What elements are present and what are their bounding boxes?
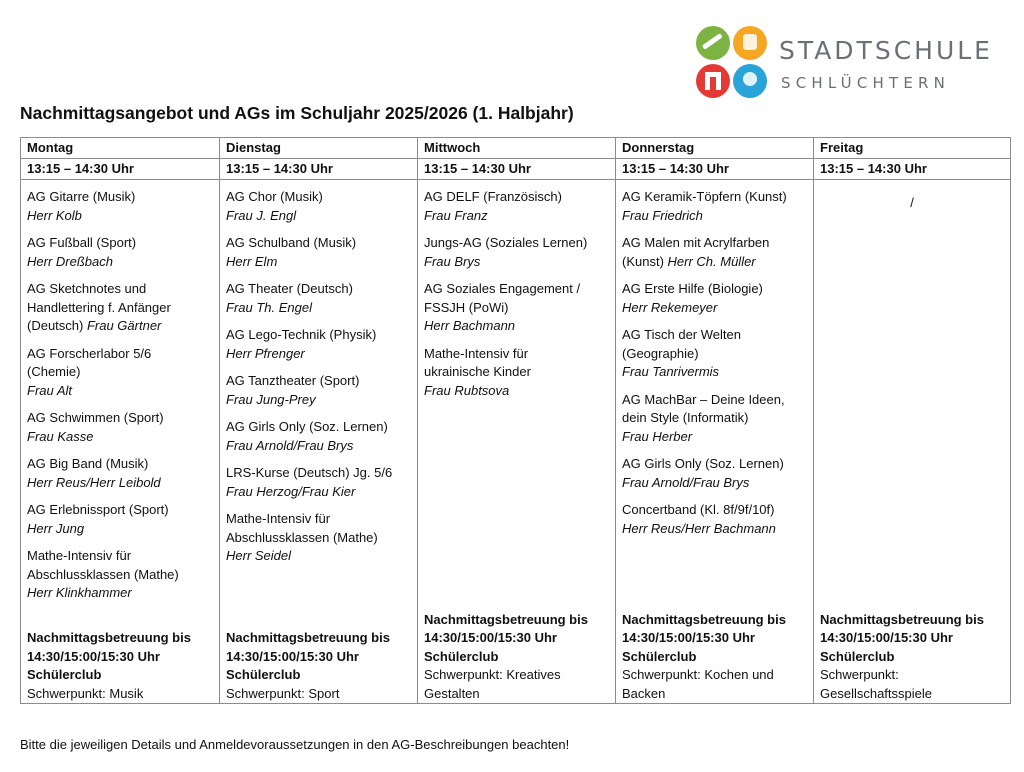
care-focus-line2: Backen: [622, 685, 666, 701]
activity-name: (Geographie): [622, 345, 699, 361]
care-title-line1: Nachmittagsbetreuung bis: [27, 630, 191, 645]
activity-name: AG Erste Hilfe (Biologie): [622, 281, 763, 297]
activity-teacher: Frau Jung-Prey: [226, 391, 316, 407]
footer-note: Bitte die jeweiligen Details und Anmeldevoraussetzungen in den AG-Beschreibungen beachten!: [20, 737, 570, 752]
activity-name: Mathe-Intensiv für: [27, 548, 132, 564]
activity-teacher: Frau Rubtsova: [424, 382, 510, 398]
activities-montag: [21, 180, 220, 704]
activity-teacher: Herr Jung: [27, 520, 85, 536]
activity-item: [27, 547, 213, 603]
care-focus-line1: Schwerpunkt: Musik: [27, 685, 144, 701]
activity-name: Jungs-AG (Soziales Lernen): [424, 235, 588, 251]
activity-name: Abschlussklassen (Mathe): [27, 566, 179, 582]
activity-item: [27, 501, 213, 538]
activity-name: ukrainische Kinder: [424, 364, 531, 380]
activity-item: [424, 345, 609, 401]
activity-name: AG Forscherlabor 5/6: [27, 345, 152, 361]
care-focus-line2: Gestalten: [424, 685, 480, 701]
schedule-table: [20, 137, 1011, 704]
time-row: [21, 158, 1011, 180]
activity-teacher: Frau Arnold/Frau Brys: [622, 474, 750, 490]
time-slot-donnerstag: 13:15 – 14:30 Uhr: [616, 158, 814, 180]
activity-name: Mathe-Intensiv für: [226, 511, 331, 527]
afternoon-care-block: [820, 611, 1004, 704]
school-logo: [693, 24, 1013, 102]
activity-list: [622, 188, 807, 547]
care-focus-line2: Gesellschaftsspiele: [820, 685, 932, 701]
activity-name: AG Gitarre (Musik): [27, 189, 136, 205]
activity-name: AG Fußball (Sport): [27, 235, 137, 251]
activity-teacher: Frau Brys: [424, 253, 481, 269]
day-header-row: [21, 138, 1011, 159]
care-focus-line1: Schwerpunkt: Kreatives: [424, 667, 561, 682]
care-title-line2: 14:30/15:00/15:30 Uhr: [622, 630, 755, 645]
activity-name: LRS-Kurse (Deutsch) Jg. 5/6: [226, 465, 393, 481]
activity-item: [226, 510, 411, 566]
activity-item: [226, 234, 411, 271]
afternoon-care-block: [226, 629, 411, 703]
afternoon-care-block: [424, 611, 609, 704]
activities-donnerstag: [616, 180, 814, 704]
activity-item: [622, 280, 807, 317]
activity-teacher: Frau Alt: [27, 382, 73, 398]
logo-wordmark-line1: STADTSCHULE: [779, 36, 993, 65]
activity-name: (Chemie): [27, 364, 81, 380]
activity-item: [27, 280, 213, 336]
activity-teacher: Herr Rekemeyer: [622, 299, 718, 315]
activity-item: [27, 345, 213, 401]
care-focus-line1: Schwerpunkt:: [820, 667, 899, 682]
care-title-line1: Nachmittagsbetreuung bis: [820, 611, 984, 627]
activity-item: [622, 455, 807, 492]
activity-name: AG Girls Only (Soz. Lernen): [226, 419, 388, 435]
activities-freitag: [814, 180, 1011, 704]
day-header-montag: Montag: [21, 138, 220, 159]
activity-teacher: Herr Ch. Müller: [667, 253, 756, 269]
activity-item: [226, 280, 411, 317]
activity-item: [622, 391, 807, 447]
activity-name: Mathe-Intensiv für: [424, 345, 529, 361]
time-slot-dienstag: 13:15 – 14:30 Uhr: [220, 158, 418, 180]
activity-item: [424, 188, 609, 225]
care-focus-line1: Schwerpunkt: Sport: [226, 685, 340, 701]
activity-name: AG Schulband (Musik): [226, 235, 357, 251]
activity-name: AG Erlebnissport (Sport): [27, 502, 169, 518]
activity-name: AG Schwimmen (Sport): [27, 410, 164, 426]
care-club-name: Schülerclub: [424, 648, 499, 664]
activity-teacher: Herr Pfrenger: [226, 345, 305, 361]
activity-teacher: Frau Kasse: [27, 428, 94, 444]
activity-name: (Kunst): [622, 253, 668, 269]
no-activity-marker: /: [910, 195, 914, 211]
activity-teacher: Frau Franz: [424, 207, 488, 223]
activity-list: [226, 188, 411, 575]
activity-name: (Deutsch): [27, 318, 87, 334]
activity-item: [226, 372, 411, 409]
activity-name: dein Style (Informatik): [622, 410, 749, 426]
day-header-donnerstag: Donnerstag: [616, 138, 814, 159]
activity-teacher: Herr Dreßbach: [27, 253, 113, 269]
activities-dienstag: [220, 180, 418, 704]
activity-teacher: Frau Tanrivermis: [622, 364, 720, 380]
time-slot-freitag: 13:15 – 14:30 Uhr: [814, 158, 1011, 180]
activity-name: AG Tisch der Welten: [622, 327, 741, 343]
activity-row: [21, 180, 1011, 704]
activity-teacher: Frau Arnold/Frau Brys: [226, 437, 354, 453]
activity-item: [622, 501, 807, 538]
activity-name: AG Girls Only (Soz. Lernen): [622, 456, 784, 472]
care-title-line2: 14:30/15:00/15:30 Uhr: [27, 648, 160, 664]
afternoon-care-block: [622, 611, 807, 704]
care-focus-line1: Schwerpunkt: Kochen und: [622, 667, 774, 682]
activity-teacher: Frau Herber: [622, 428, 693, 444]
care-title-line2: 14:30/15:00/15:30 Uhr: [226, 648, 359, 664]
care-title-line2: 14:30/15:00/15:30 Uhr: [820, 630, 953, 645]
activity-teacher: Herr Reus/Herr Bachmann: [622, 520, 776, 536]
care-club-name: Schülerclub: [622, 648, 697, 664]
activity-name: AG MachBar – Deine Ideen,: [622, 391, 785, 407]
care-club-name: Schülerclub: [27, 667, 102, 682]
activity-item: [27, 455, 213, 492]
activity-name: AG Theater (Deutsch): [226, 281, 353, 297]
care-title-line1: Nachmittagsbetreuung bis: [622, 611, 786, 627]
activity-item: [27, 409, 213, 446]
activity-item: [424, 234, 609, 271]
afternoon-care-block: [27, 629, 213, 703]
activity-teacher: Frau Herzog/Frau Kier: [226, 483, 356, 499]
activity-teacher: Herr Klinkhammer: [27, 585, 132, 601]
day-header-mittwoch: Mittwoch: [418, 138, 616, 159]
activity-name: AG DELF (Französisch): [424, 189, 562, 205]
activity-name: AG Malen mit Acrylfarben: [622, 235, 770, 251]
activity-teacher: Herr Kolb: [27, 207, 82, 223]
activity-name: AG Lego-Technik (Physik): [226, 327, 377, 343]
document-title: Nachmittagsangebot und AGs im Schuljahr 2025/2026 (1. Halbjahr): [20, 103, 574, 123]
activity-item: [226, 326, 411, 363]
activity-list: [27, 188, 213, 612]
time-slot-mittwoch: 13:15 – 14:30 Uhr: [418, 158, 616, 180]
activity-item: [424, 280, 609, 336]
care-title-line2: 14:30/15:00/15:30 Uhr: [424, 630, 557, 645]
activity-name: FSSJH (PoWi): [424, 299, 509, 315]
time-slot-montag: 13:15 – 14:30 Uhr: [21, 158, 220, 180]
activity-teacher: Herr Seidel: [226, 548, 292, 564]
activity-item: [226, 464, 411, 501]
day-header-freitag: Freitag: [814, 138, 1011, 159]
activity-teacher: Herr Reus/Herr Leibold: [27, 474, 161, 490]
activity-teacher: Herr Elm: [226, 253, 278, 269]
activity-name: AG Big Band (Musik): [27, 456, 149, 472]
activity-list: [424, 188, 609, 409]
activity-teacher: Herr Bachmann: [424, 318, 516, 334]
care-title-line1: Nachmittagsbetreuung bis: [226, 630, 390, 645]
activity-name: Abschlussklassen (Mathe): [226, 529, 378, 545]
activity-name: Concertband (Kl. 8f/9f/10f): [622, 502, 775, 518]
activity-item: [622, 326, 807, 382]
activity-item: [27, 234, 213, 271]
activity-name: AG Tanztheater (Sport): [226, 373, 360, 389]
activity-teacher: Frau Friedrich: [622, 207, 703, 223]
activity-item: [226, 418, 411, 455]
activity-item: [622, 234, 807, 271]
logo-wordmark-line2: SCHLÜCHTERN: [781, 74, 951, 92]
day-header-dienstag: Dienstag: [220, 138, 418, 159]
activity-name: AG Chor (Musik): [226, 189, 323, 205]
activities-mittwoch: [418, 180, 616, 704]
activity-name: AG Sketchnotes und: [27, 281, 147, 297]
care-club-name: Schülerclub: [820, 648, 895, 664]
activity-name: AG Soziales Engagement /: [424, 281, 581, 297]
activity-name: AG Keramik-Töpfern (Kunst): [622, 189, 787, 205]
care-title-line1: Nachmittagsbetreuung bis: [424, 611, 588, 627]
care-club-name: Schülerclub: [226, 667, 301, 682]
activity-item: [27, 188, 213, 225]
school-logo-mark-icon: [693, 24, 773, 102]
activity-teacher: Frau J. Engl: [226, 207, 297, 223]
activity-teacher: Frau Th. Engel: [226, 299, 312, 315]
activity-name: Handlettering f. Anfänger: [27, 299, 171, 315]
activity-list: [820, 188, 1004, 213]
activity-teacher: Frau Gärtner: [86, 318, 162, 334]
activity-item: [226, 188, 411, 225]
activity-item: [622, 188, 807, 225]
